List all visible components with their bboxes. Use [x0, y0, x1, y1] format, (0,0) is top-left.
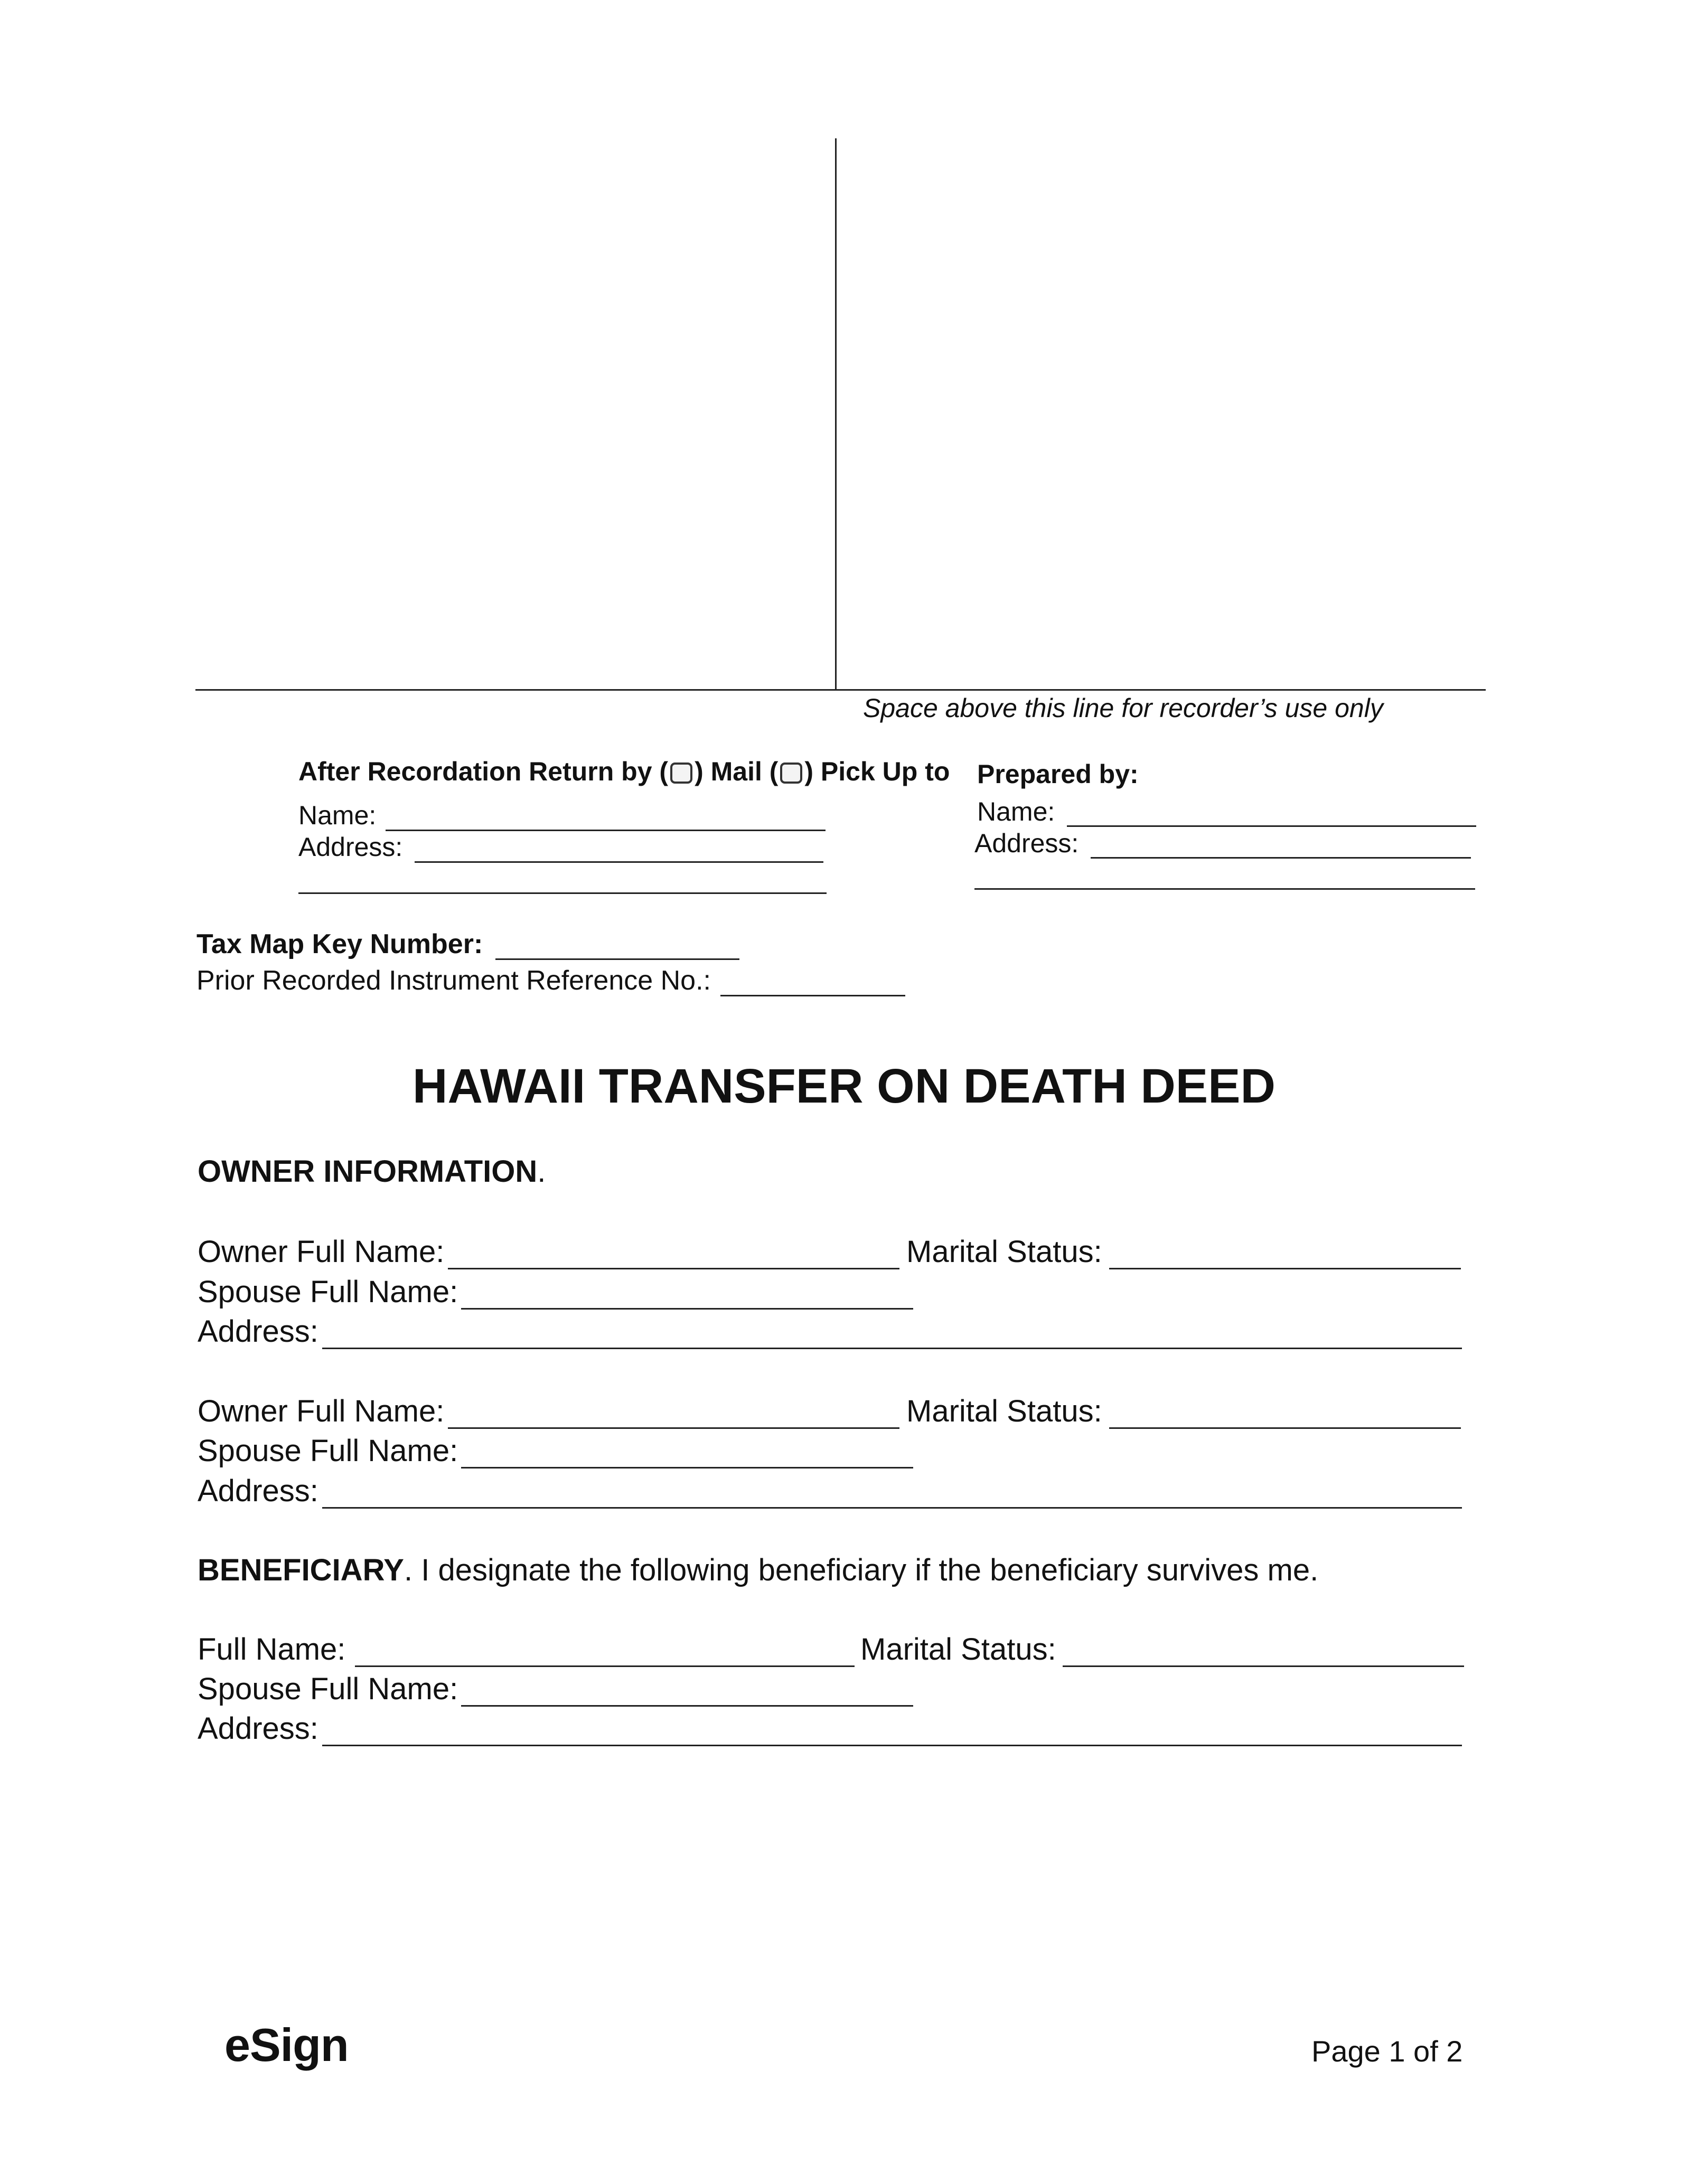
return-address-field-line2[interactable] [298, 892, 827, 894]
pickup-label: ) Pick Up to [804, 757, 950, 786]
owner-1-address-field[interactable] [322, 1348, 1462, 1349]
owner-2-address-field[interactable] [322, 1507, 1462, 1509]
owner-2-address-label: Address: [198, 1474, 318, 1508]
beneficiary-text: . I designate the following beneficiary if the beneficiary survives me. [404, 1553, 1319, 1587]
beneficiary-name-field[interactable] [355, 1665, 855, 1667]
tax-map-field[interactable] [495, 958, 739, 960]
return-by-line [298, 756, 950, 787]
beneficiary-heading: BENEFICIARY [198, 1553, 404, 1587]
return-address-label: Address: [298, 832, 403, 862]
prepared-address-label: Address: [974, 829, 1079, 858]
return-address-field[interactable] [415, 861, 823, 863]
prepared-address-field-line2[interactable] [974, 888, 1475, 890]
beneficiary-marital-field[interactable] [1063, 1665, 1464, 1667]
owner-2-name-label: Owner Full Name: [198, 1394, 445, 1428]
return-by-label: After Recordation Return by ( [298, 757, 669, 786]
prepared-name-field[interactable] [1067, 825, 1476, 827]
owner-2-marital-label: Marital Status: [906, 1394, 1102, 1428]
prior-reference-label: Prior Recorded Instrument Reference No.: [196, 965, 711, 996]
owner-1-marital-label: Marital Status: [906, 1235, 1102, 1269]
owner-2-spouse-field[interactable] [461, 1467, 913, 1468]
tax-map-label: Tax Map Key Number: [196, 929, 483, 959]
recorder-divider-horizontal [195, 689, 1486, 691]
owner-1-name-label: Owner Full Name: [198, 1235, 445, 1269]
mail-label: ) Mail ( [695, 757, 779, 786]
owner-2-marital-field[interactable] [1109, 1427, 1461, 1429]
prepared-address-field[interactable] [1091, 857, 1471, 859]
owner-info-heading-line [198, 1154, 546, 1189]
beneficiary-name-label: Full Name: [198, 1632, 346, 1667]
prepared-by-heading: Prepared by: [977, 759, 1139, 789]
owner-1-marital-field[interactable] [1109, 1268, 1461, 1269]
page-number: Page 1 of 2 [1311, 2035, 1463, 2068]
owner-1-spouse-label: Spouse Full Name: [198, 1275, 458, 1309]
prepared-name-label: Name: [977, 797, 1055, 826]
esign-logo: eSign [224, 2019, 349, 2071]
owner-2-spouse-label: Spouse Full Name: [198, 1434, 458, 1468]
owner-2-name-field[interactable] [448, 1427, 899, 1429]
owner-1-spouse-field[interactable] [461, 1308, 913, 1310]
recorder-note: Space above this line for recorder’s use only [863, 693, 1383, 723]
owner-1-address-label: Address: [198, 1314, 318, 1349]
beneficiary-spouse-field[interactable] [461, 1705, 913, 1707]
beneficiary-address-label: Address: [198, 1711, 318, 1746]
return-name-field[interactable] [386, 830, 826, 831]
beneficiary-spouse-label: Spouse Full Name: [198, 1672, 458, 1706]
mail-checkbox[interactable] [670, 762, 692, 784]
owner-1-name-field[interactable] [448, 1268, 899, 1269]
pickup-checkbox[interactable] [780, 762, 802, 784]
document-title: HAWAII TRANSFER ON DEATH DEED [412, 1059, 1276, 1113]
beneficiary-address-field[interactable] [322, 1745, 1462, 1746]
beneficiary-heading-line [198, 1552, 1318, 1588]
prior-reference-field[interactable] [720, 995, 905, 996]
recorder-divider-vertical [835, 138, 837, 690]
owner-info-heading: OWNER INFORMATION [198, 1154, 538, 1189]
owner-info-heading-suffix: . [537, 1154, 546, 1189]
beneficiary-marital-label: Marital Status: [860, 1632, 1056, 1667]
return-name-label: Name: [298, 801, 377, 830]
